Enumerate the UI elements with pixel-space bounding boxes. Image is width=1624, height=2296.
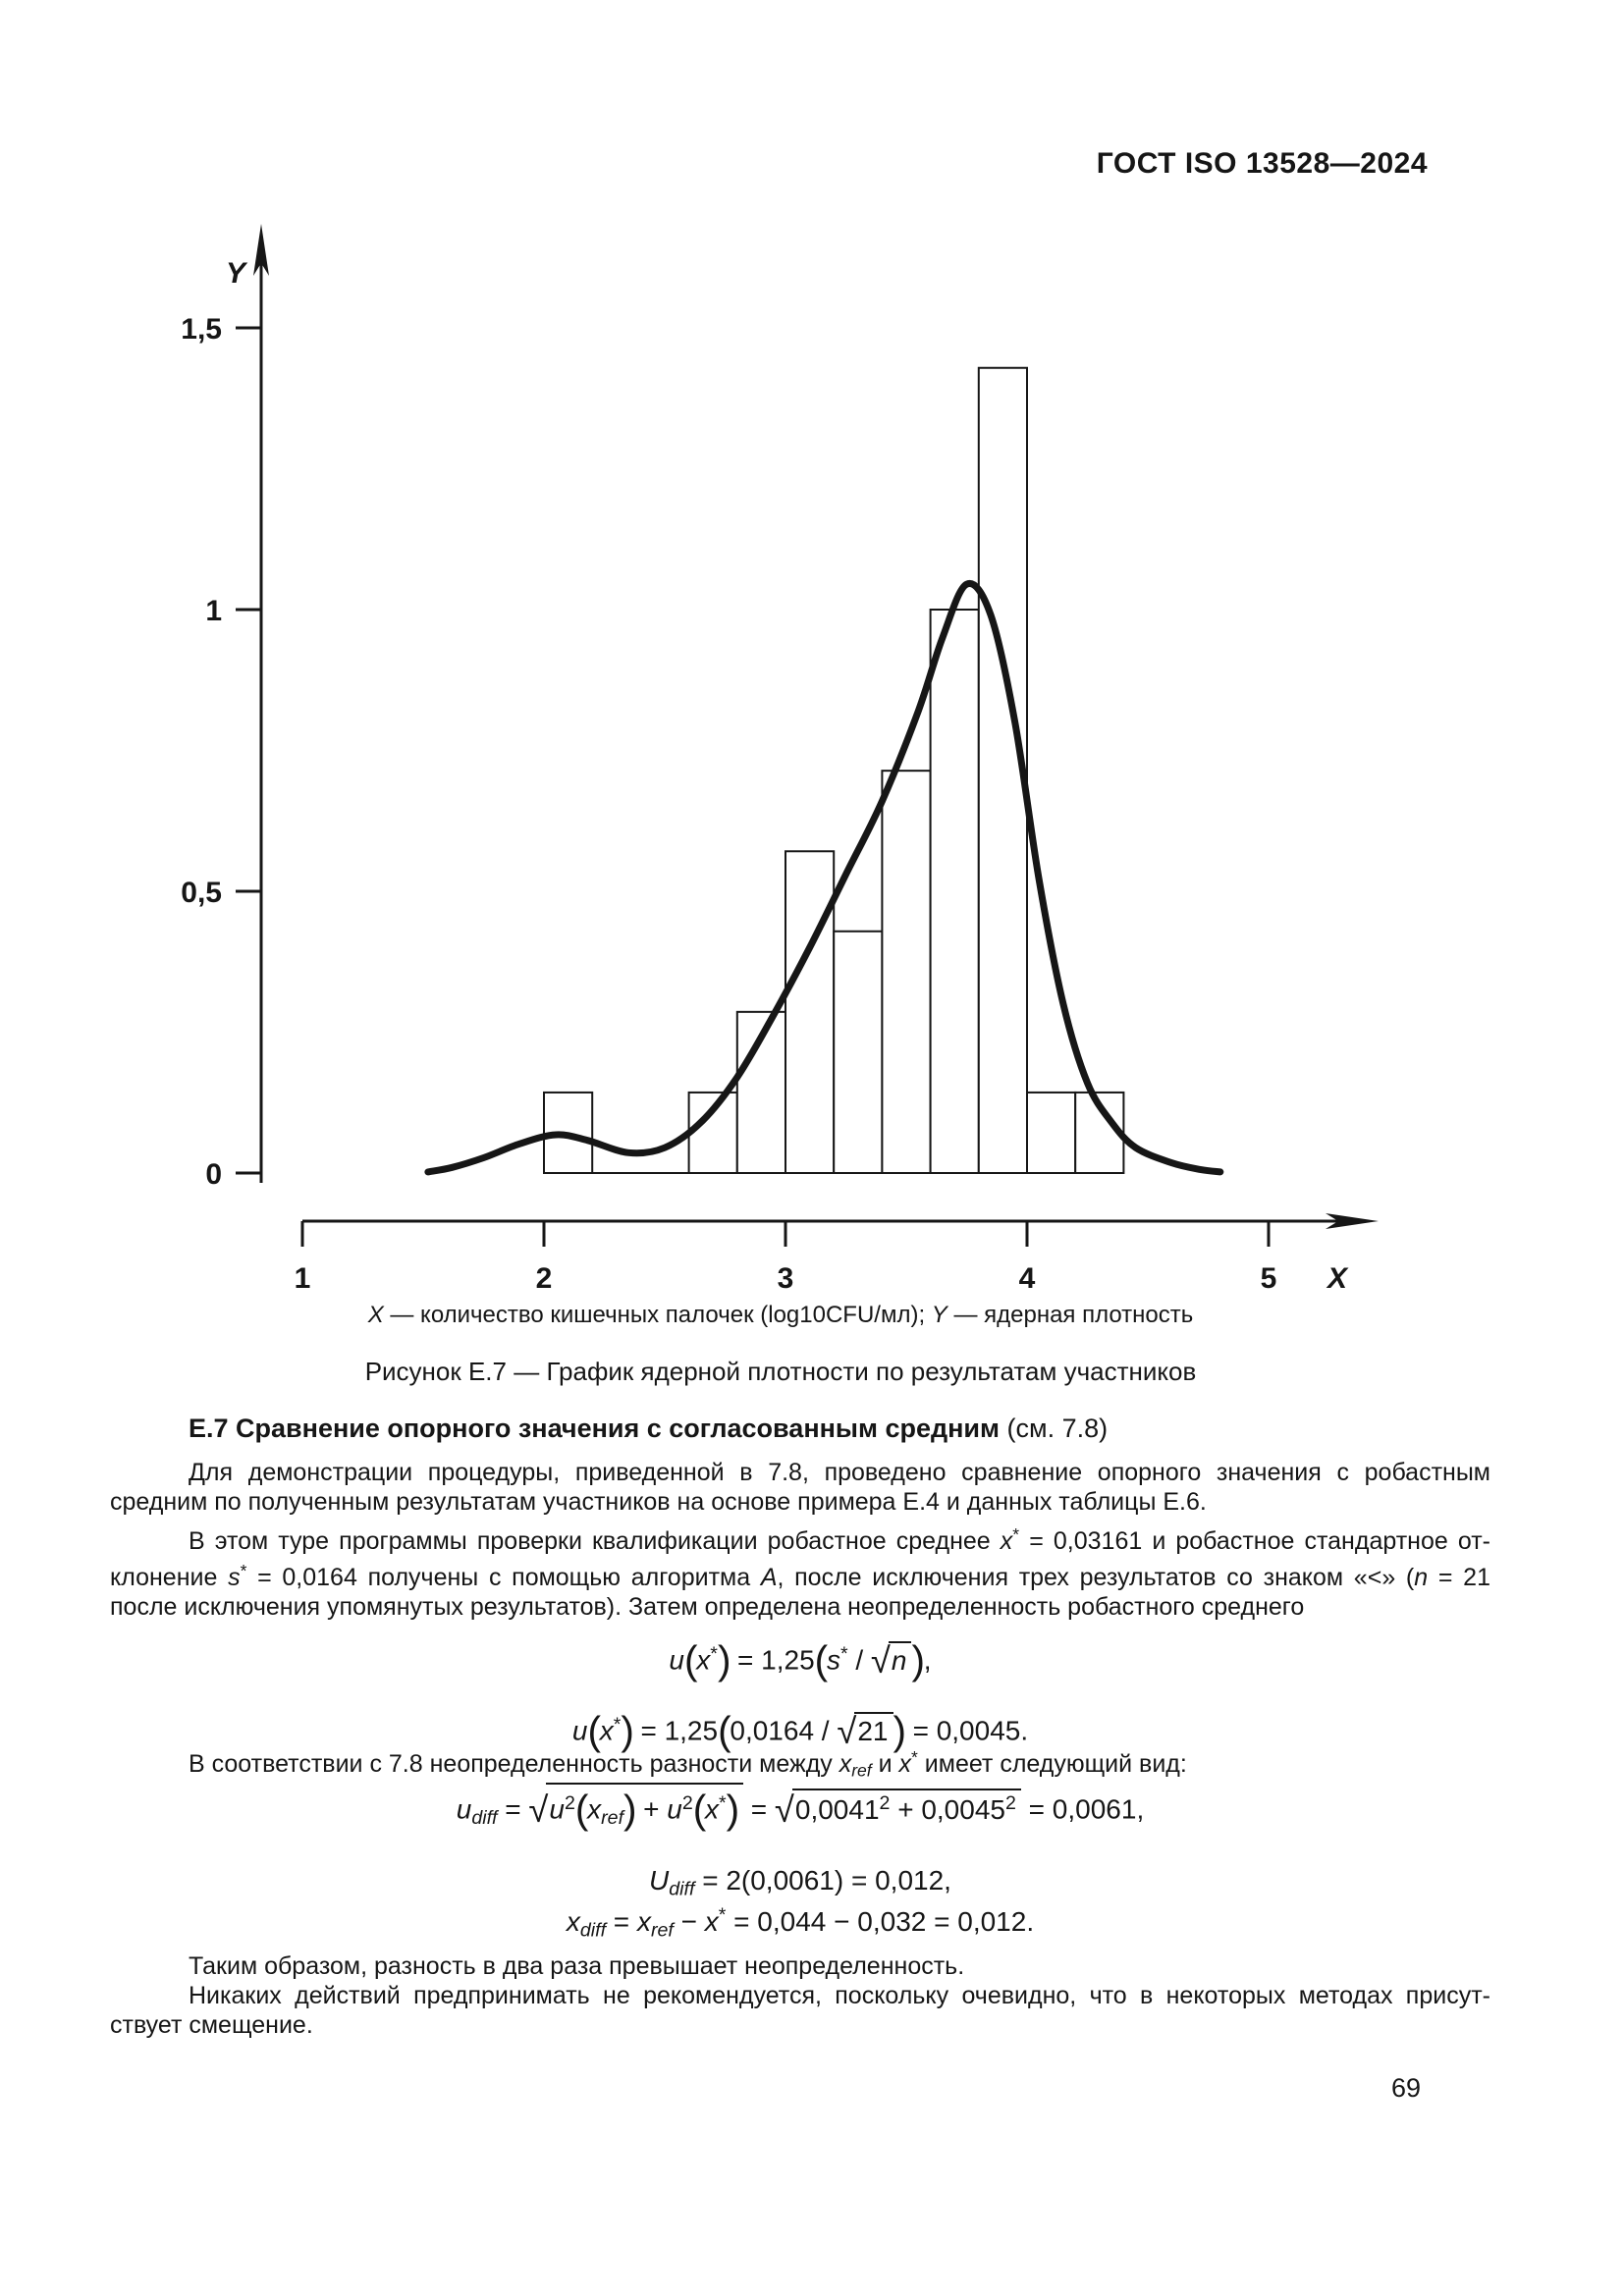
formula-u-diff bbox=[98, 1783, 1502, 1832]
radicand bbox=[889, 1641, 912, 1677]
paragraph-1 bbox=[110, 1458, 1490, 1517]
text-segment: * bbox=[911, 1747, 918, 1767]
text-segment: и bbox=[871, 1749, 899, 1778]
text-segment: ) bbox=[893, 1708, 905, 1753]
text-segment: x bbox=[599, 1715, 614, 1746]
text-line bbox=[110, 1487, 1490, 1517]
text-segment: A bbox=[760, 1563, 778, 1591]
text-segment: * bbox=[719, 1791, 727, 1814]
x-tick-label: 5 bbox=[1260, 1262, 1277, 1295]
text-segment: = 0,044 − 0,032 = 0,012. bbox=[726, 1905, 1035, 1937]
x-axis-label: X bbox=[1327, 1262, 1348, 1295]
x-tick-label: 3 bbox=[777, 1262, 794, 1295]
histogram-bar bbox=[931, 610, 979, 1173]
x-tick-label: 2 bbox=[535, 1262, 553, 1295]
sqrt-expression bbox=[870, 1640, 912, 1682]
text-segment: ( bbox=[587, 1708, 600, 1753]
text-segment: 2 bbox=[879, 1791, 891, 1814]
text-segment: после исключения упомянутых результатов). Затем определена неопределенность робастного среднего bbox=[110, 1592, 1305, 1621]
text-segment: U bbox=[649, 1865, 670, 1896]
text-line bbox=[110, 1981, 1490, 2010]
text-segment: * bbox=[839, 1642, 848, 1665]
text-segment: = 21 bbox=[1428, 1563, 1490, 1591]
text-segment: В соответствии с 7.8 неопределенность разности между bbox=[189, 1749, 839, 1778]
text-segment: s bbox=[228, 1563, 241, 1591]
text-segment: * bbox=[1012, 1524, 1020, 1544]
text-segment: ) bbox=[621, 1708, 633, 1753]
text-segment: 21 bbox=[857, 1715, 889, 1746]
text-segment: ) bbox=[911, 1637, 924, 1682]
document-header: ГОСТ ISO 13528—2024 bbox=[1096, 147, 1428, 180]
section-heading bbox=[110, 1414, 1490, 1443]
paragraph-3 bbox=[110, 1742, 1490, 1786]
text-segment: Y bbox=[931, 1302, 947, 1328]
text-segment: + bbox=[635, 1793, 668, 1825]
figure-legend bbox=[79, 1302, 1483, 1329]
figure-caption: Рисунок Е.7 — График ядерной плотности по результатам участников bbox=[364, 1357, 1197, 1386]
y-axis-label: Y bbox=[225, 257, 245, 290]
text-segment: = 0,0061, bbox=[1020, 1793, 1145, 1825]
text-segment: ref bbox=[650, 1919, 674, 1942]
x-tick-label: 1 bbox=[294, 1262, 311, 1295]
text-segment: Е.7 Сравнение опорного значения с согласованным средним bbox=[189, 1414, 1001, 1443]
text-segment: 2 bbox=[681, 1791, 693, 1814]
text-segment: Никаких действий предпринимать не рекомендуется, поскольку очевидно, что в некоторых методах присут- bbox=[189, 1982, 1490, 2009]
text-line bbox=[110, 1556, 1490, 1592]
text-line bbox=[110, 1458, 1490, 1487]
text-segment: * bbox=[718, 1904, 727, 1926]
text-segment: diff bbox=[669, 1878, 695, 1900]
sqrt-expression bbox=[774, 1789, 1021, 1831]
text-segment: x bbox=[705, 1793, 720, 1825]
histogram-bar bbox=[1027, 1093, 1075, 1173]
text-segment: = 0,0164 получены с помощью алгоритма bbox=[246, 1563, 761, 1591]
radical-sign: √ bbox=[528, 1789, 549, 1831]
text-segment: x bbox=[696, 1644, 711, 1676]
text-segment: — количество кишечных палочек (log10CFU/мл); bbox=[383, 1302, 932, 1328]
text-segment: * bbox=[710, 1642, 718, 1665]
radicand bbox=[546, 1783, 743, 1832]
text-segment: u bbox=[571, 1715, 588, 1746]
text-segment: u bbox=[667, 1793, 682, 1825]
text-segment: diff bbox=[471, 1807, 498, 1830]
text-segment: = 0,03161 и робастное стандартное от- bbox=[1019, 1526, 1490, 1555]
text-segment: = bbox=[742, 1793, 775, 1825]
text-segment: u bbox=[549, 1793, 565, 1825]
text-segment: ) bbox=[717, 1637, 731, 1682]
text-segment: 0,0041 bbox=[794, 1793, 880, 1825]
page-number: 69 bbox=[1390, 2073, 1421, 2103]
text-segment: 2 bbox=[564, 1791, 575, 1814]
text-segment: = 1,25 bbox=[632, 1715, 719, 1746]
y-tick-label: 0,5 bbox=[181, 877, 222, 909]
text-segment: ref bbox=[851, 1760, 872, 1781]
paragraph-5 bbox=[110, 1981, 1490, 2040]
text-segment: Таким образом, разность в два раза превышает неопределенность. bbox=[189, 1952, 965, 1980]
formula-x-diff bbox=[98, 1904, 1502, 1942]
text-segment: diff bbox=[579, 1919, 607, 1942]
sqrt-expression bbox=[528, 1787, 743, 1832]
histogram-bar bbox=[882, 771, 930, 1173]
text-segment: * bbox=[240, 1560, 247, 1580]
text-segment: x bbox=[704, 1905, 719, 1937]
radicand bbox=[854, 1712, 893, 1747]
text-segment: x bbox=[898, 1749, 912, 1778]
text-segment: В этом туре программы проверки квалификации робастное среднее bbox=[189, 1526, 1001, 1555]
text-segment: ) bbox=[623, 1787, 636, 1832]
radical-sign: √ bbox=[837, 1711, 857, 1752]
text-segment: ) bbox=[726, 1787, 738, 1832]
text-segment: u bbox=[456, 1793, 472, 1825]
x-tick-label: 4 bbox=[1018, 1262, 1036, 1295]
text-segment: − bbox=[673, 1905, 705, 1937]
radicand bbox=[792, 1789, 1021, 1826]
text-segment: = 1,25 bbox=[730, 1644, 815, 1676]
text-segment: x bbox=[839, 1749, 852, 1778]
text-segment: клонение bbox=[110, 1563, 229, 1591]
text-segment: / bbox=[847, 1644, 871, 1676]
text-segment: = bbox=[606, 1905, 637, 1937]
radical-sign: √ bbox=[870, 1640, 891, 1682]
formula-U-diff bbox=[98, 1865, 1502, 1900]
text-segment: — ядерная плотность bbox=[947, 1302, 1194, 1328]
text-line bbox=[110, 1742, 1490, 1786]
paragraph-4 bbox=[110, 1951, 1490, 1981]
y-tick-label: 0 bbox=[205, 1158, 222, 1191]
text-segment: 0,0164 / bbox=[730, 1715, 838, 1746]
text-line bbox=[110, 1592, 1490, 1622]
text-segment: x bbox=[1000, 1526, 1013, 1555]
sqrt-expression bbox=[837, 1711, 893, 1752]
text-line bbox=[110, 2010, 1490, 2040]
text-segment: ref bbox=[601, 1807, 624, 1830]
text-segment: n bbox=[891, 1644, 907, 1676]
text-segment: , bbox=[923, 1644, 932, 1676]
text-segment: ( bbox=[814, 1637, 827, 1682]
text-segment: 2 bbox=[1004, 1791, 1016, 1814]
y-tick-label: 1,5 bbox=[181, 313, 222, 346]
text-segment: (см. 7.8) bbox=[1000, 1414, 1109, 1443]
text-segment: , после исключения трех результатов со знаком «<» ( bbox=[777, 1563, 1415, 1591]
text-segment: ( bbox=[684, 1637, 697, 1682]
text-segment: u bbox=[669, 1644, 684, 1676]
text-segment: ( bbox=[718, 1708, 731, 1753]
text-segment: = 2(0,0061) = 0,012, bbox=[694, 1865, 951, 1896]
text-segment: s bbox=[826, 1644, 840, 1676]
text-segment: + 0,0045 bbox=[890, 1793, 1005, 1825]
text-segment: ствует смещение. bbox=[110, 2011, 313, 2039]
y-tick-label: 1 bbox=[205, 595, 222, 627]
paragraph-2 bbox=[110, 1520, 1490, 1622]
text-segment: ( bbox=[574, 1787, 588, 1832]
formula-u-x-star bbox=[98, 1637, 1502, 1683]
histogram-bar bbox=[785, 851, 834, 1173]
histogram-bar bbox=[834, 932, 882, 1173]
text-segment: ( bbox=[692, 1787, 706, 1832]
text-segment: x bbox=[636, 1905, 651, 1937]
text-segment: * bbox=[613, 1713, 622, 1735]
text-segment: = 0,0045. bbox=[904, 1715, 1029, 1746]
radical-sign: √ bbox=[774, 1789, 794, 1831]
text-segment: средним по полученным результатам участников на основе примера Е.4 и данных таблицы Е.6. bbox=[110, 1488, 1207, 1516]
text-segment: Для демонстрации процедуры, приведенной в 7.8, проведено сравнение опорного значения с робастным bbox=[189, 1459, 1490, 1486]
text-segment: x bbox=[566, 1905, 580, 1937]
text-segment: x bbox=[587, 1793, 602, 1825]
text-segment: n bbox=[1414, 1563, 1429, 1591]
text-segment: = bbox=[497, 1793, 529, 1825]
text-line bbox=[110, 1951, 1490, 1981]
text-segment: имеет следующий вид: bbox=[917, 1749, 1187, 1778]
text-segment: X bbox=[367, 1302, 384, 1328]
text-line bbox=[110, 1520, 1490, 1556]
